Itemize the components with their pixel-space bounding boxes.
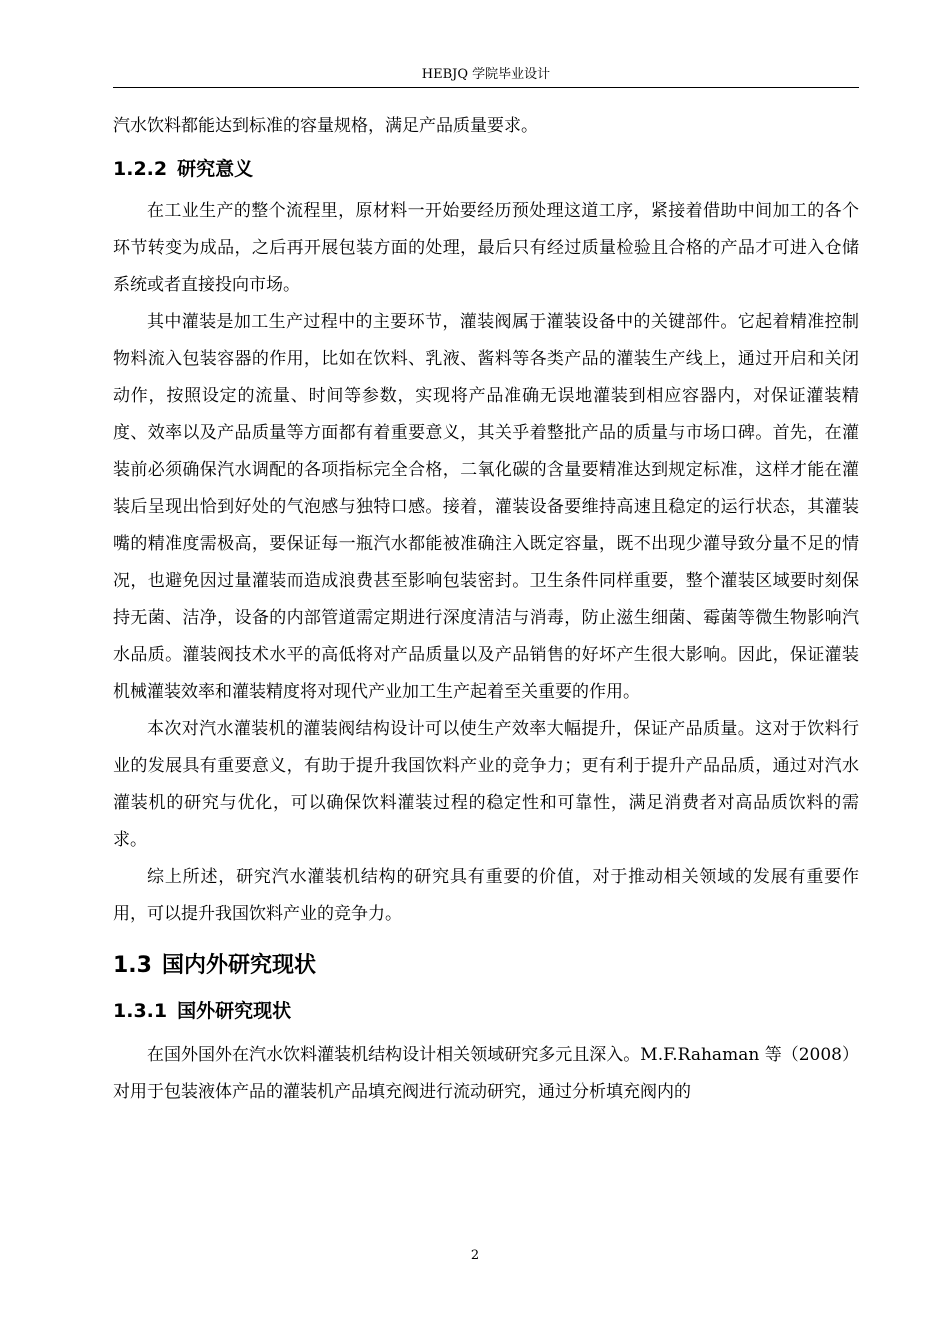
header-title: HEBJQ 学院毕业设计 bbox=[421, 67, 551, 82]
section-number: 1.3.1 bbox=[113, 1000, 168, 1022]
section-heading-1-3-1 bbox=[113, 997, 859, 1025]
paragraph-production-flow: 在工业生产的整个流程里，原材料一开始要经历预处理这道工序，紧接着借助中间加工的各个环节转变为成品，之后再开展包装方面的处理，最后只有经过质量检验且合格的产品才可进入仓储系统或者直接投向市场。 bbox=[113, 201, 859, 295]
paragraph-foreign-research: 在国外国外在汽水饮料灌装机结构设计相关领域研究多元且深入。M.F.Rahaman 等（2008）对用于包装液体产品的灌装机产品填充阀进行流动研究，通过分析填充阀内的 bbox=[113, 1045, 859, 1102]
section-number: 1.3 bbox=[113, 953, 152, 978]
section-title: 研究意义 bbox=[177, 158, 254, 180]
page-number: 2 bbox=[470, 1248, 480, 1263]
page-body bbox=[113, 108, 859, 1111]
paragraph-filling-valve: 其中灌装是加工生产过程中的主要环节，灌装阀属于灌装设备中的关键部件。它起着精准控制物料流入包装容器的作用，比如在饮料、乳液、酱料等各类产品的灌装生产线上，通过开启和关闭动作，按照设定的流量、时间等参数，实现将产品准确无误地灌装到相应容器内，对保证灌装精度、效率以及产品质量等方面都有着重要意义，其关乎着整批产品的质量与市场口碑。首先，在灌装前必须确保汽水调配的各项指标完全合格，二氧化碳的含量要精准达到规定标准，这样才能在灌装后呈现出恰到好处的气泡感与独特口感。接着，灌装设备要维持高速且稳定的运行状态，其灌装嘴的精准度需极高，要保证每一瓶汽水都能被准确注入既定容量，既不出现少灌导致分量不足的情况，也避免因过量灌装而造成浪费甚至影响包装密封。卫生条件同样重要，整个灌装区域要时刻保持无菌、洁净，设备的内部管道需定期进行深度清洁与消毒，防止滋生细菌、霉菌等微生物影响汽水品质。灌装阀技术水平的高低将对产品质量以及产品销售的好坏产生很大影响。因此，保证灌装机械灌装效率和灌装精度将对现代产业加工生产起着至关重要的作用。 bbox=[113, 312, 859, 702]
section-heading-1-3 bbox=[113, 951, 859, 981]
paragraph-continuation: 汽水饮料都能达到标准的容量规格，满足产品质量要求。 bbox=[113, 116, 538, 136]
section-heading-1-2-2 bbox=[113, 155, 859, 183]
page-header bbox=[113, 66, 859, 88]
section-title: 国外研究现状 bbox=[177, 1000, 292, 1022]
section-number: 1.2.2 bbox=[113, 158, 168, 180]
paragraph-design-significance: 本次对汽水灌装机的灌装阀结构设计可以使生产效率大幅提升，保证产品质量。这对于饮料行业的发展具有重要意义，有助于提升我国饮料产业的竞争力；更有利于提升产品品质，通过对汽水灌装机的研究与优化，可以确保饮料灌装过程的稳定性和可靠性，满足消费者对高品质饮料的需求。 bbox=[113, 719, 859, 850]
paragraph-summary: 综上所述，研究汽水灌装机结构的研究具有重要的价值，对于推动相关领域的发展有重要作用，可以提升我国饮料产业的竞争力。 bbox=[113, 867, 859, 924]
section-title: 国内外研究现状 bbox=[161, 953, 316, 978]
